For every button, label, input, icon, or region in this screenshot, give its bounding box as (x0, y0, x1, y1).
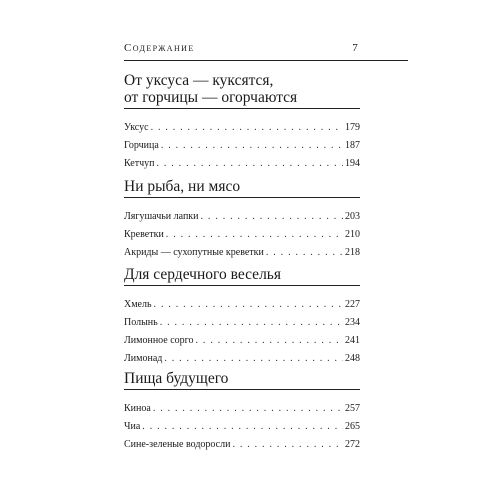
dot-leader (232, 436, 343, 454)
header-rule (124, 60, 408, 61)
toc-section (124, 72, 360, 173)
toc-section (124, 178, 360, 262)
toc-entries (124, 208, 360, 262)
dot-leader (156, 155, 343, 173)
entry-label: Лимонное сорго (124, 335, 194, 346)
toc-entry[interactable] (124, 350, 360, 368)
dot-leader (201, 208, 343, 226)
entry-page: 210 (345, 229, 360, 240)
entry-page: 194 (345, 158, 360, 169)
dot-leader (166, 226, 343, 244)
toc-entry[interactable] (124, 137, 360, 155)
section-title (124, 370, 360, 390)
section-title-line: от горчицы — огорчаются (124, 89, 298, 106)
toc-entries (124, 296, 360, 368)
entry-page: 179 (345, 122, 360, 133)
toc-section (124, 266, 360, 368)
entry-label: Лягушачьи лапки (124, 211, 199, 222)
toc-entry[interactable] (124, 119, 360, 137)
section-title (124, 72, 360, 109)
toc-section (124, 370, 360, 454)
entry-label: Креветки (124, 229, 164, 240)
entry-label: Лимонад (124, 353, 163, 364)
entry-label: Акриды — сухопутные креветки (124, 247, 264, 258)
entry-page: 234 (345, 317, 360, 328)
dot-leader (161, 137, 343, 155)
dot-leader (266, 244, 343, 262)
toc-entry[interactable] (124, 296, 360, 314)
dot-leader (196, 332, 343, 350)
entry-label: Горчица (124, 140, 159, 151)
toc-entries (124, 119, 360, 173)
entry-page: 203 (345, 211, 360, 222)
entry-page: 257 (345, 403, 360, 414)
toc-entry[interactable] (124, 314, 360, 332)
dot-leader (151, 119, 343, 137)
entry-page: 248 (345, 353, 360, 364)
toc-entry[interactable] (124, 226, 360, 244)
section-title (124, 266, 360, 286)
entry-label: Уксус (124, 122, 149, 133)
running-head (124, 42, 359, 54)
entry-label: Киноа (124, 403, 151, 414)
entry-label: Чиа (124, 421, 141, 432)
toc-entry[interactable] (124, 436, 360, 454)
entry-label: Кетчуп (124, 158, 155, 169)
entry-label: Сине-зеленые водоросли (124, 439, 231, 450)
entry-label: Хмель (124, 299, 152, 310)
entry-page: 272 (345, 439, 360, 450)
toc-entry[interactable] (124, 332, 360, 350)
section-title-line: Для сердечного веселья (124, 266, 281, 283)
entry-label: Полынь (124, 317, 158, 328)
dot-leader (160, 314, 343, 332)
entry-page: 265 (345, 421, 360, 432)
toc-entry[interactable] (124, 418, 360, 436)
section-title-line: От уксуса — куксятся, (124, 72, 274, 89)
entry-page: 241 (345, 335, 360, 346)
toc-entries (124, 400, 360, 454)
toc-entry[interactable] (124, 208, 360, 226)
section-title-line: Ни рыба, ни мясо (124, 178, 241, 195)
toc-entry[interactable] (124, 400, 360, 418)
section-title-line: Пища будущего (124, 370, 229, 387)
section-title (124, 178, 360, 198)
dot-leader (142, 418, 343, 436)
running-head-title: Содержание (124, 42, 195, 54)
entry-page: 227 (345, 299, 360, 310)
toc-entry[interactable] (124, 155, 360, 173)
dot-leader (154, 296, 343, 314)
dot-leader (164, 350, 343, 368)
dot-leader (153, 400, 343, 418)
running-head-page-number: 7 (352, 42, 359, 54)
entry-page: 187 (345, 140, 360, 151)
entry-page: 218 (345, 247, 360, 258)
toc-entry[interactable] (124, 244, 360, 262)
